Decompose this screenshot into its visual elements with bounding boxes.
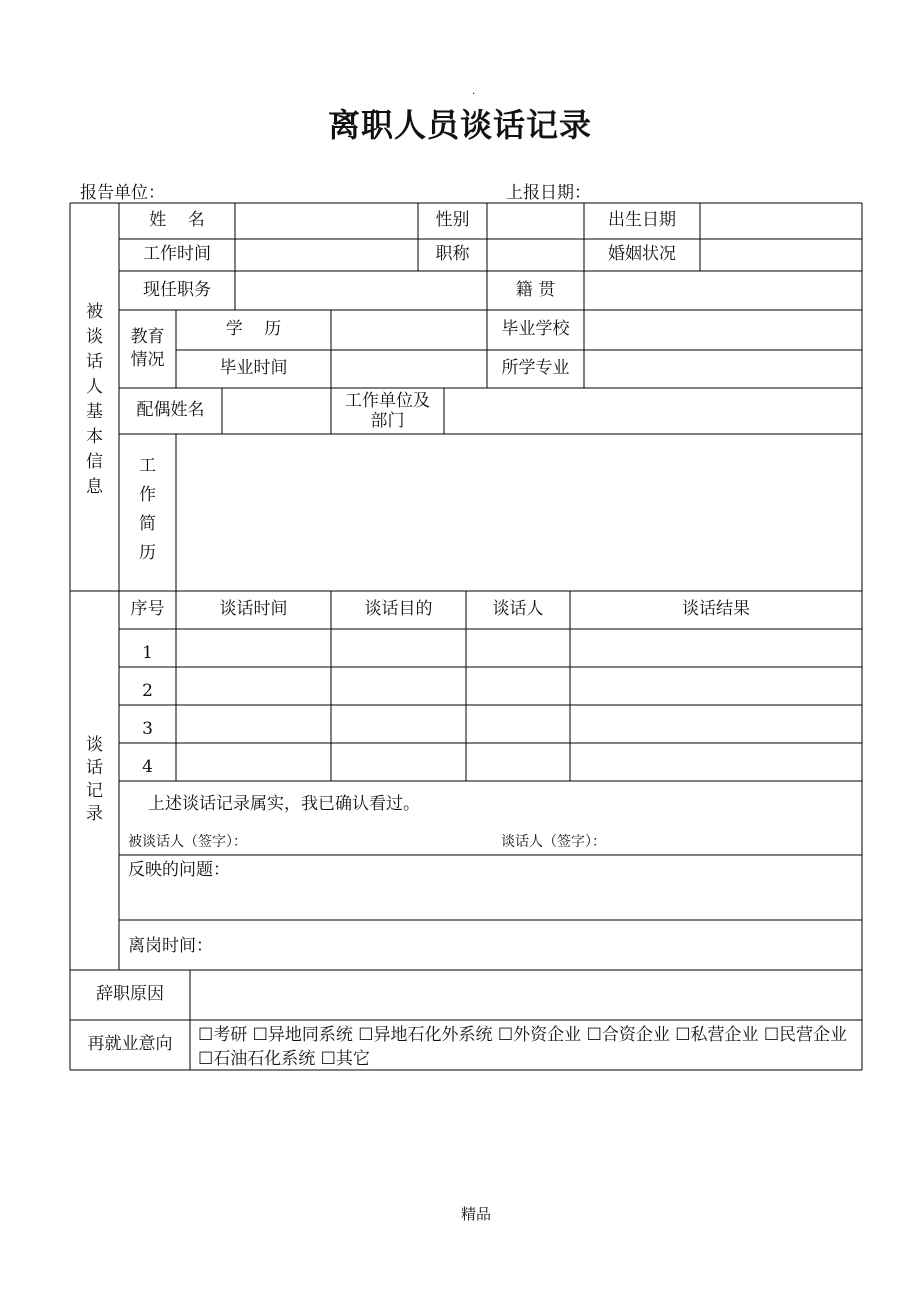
native-place-field[interactable] — [585, 272, 861, 309]
major-field[interactable] — [585, 351, 861, 387]
col-header-index: 序号 — [130, 599, 165, 620]
report-unit-label: 报告单位： — [80, 183, 165, 203]
issues-label: 反映的问题： — [128, 860, 230, 880]
birth-date-label: 出生日期 — [608, 210, 676, 231]
gender-field[interactable] — [488, 204, 583, 238]
grad-school-field[interactable] — [585, 311, 861, 349]
grad-school-label: 毕业学校 — [501, 319, 570, 340]
work-time-label: 工作时间 — [143, 244, 211, 265]
confirm-text: 上述谈话记录属实，我已确认看过。 — [148, 794, 420, 814]
col-header-result: 谈话结果 — [682, 599, 750, 620]
header-dot: . — [472, 86, 476, 97]
col-header-time: 谈话时间 — [219, 599, 288, 620]
name-field[interactable] — [236, 204, 417, 238]
education-label: 教育 情况 — [130, 327, 165, 370]
page-title: 离职人员谈话记录 — [327, 106, 592, 144]
basic-info-section-label: 被 谈 话 人 基 本 信 息 — [86, 302, 103, 497]
leave-time-label: 离岗时间： — [128, 936, 213, 956]
table-row-index: 2 — [142, 681, 153, 702]
marital-status-field[interactable] — [701, 240, 861, 270]
workplace-field[interactable] — [445, 389, 861, 433]
grad-time-label: 毕业时间 — [219, 358, 288, 379]
workplace-label: 工作单位及 部门 — [345, 390, 430, 431]
report-date-label: 上报日期： — [506, 183, 591, 203]
issues-field[interactable] — [120, 884, 861, 919]
interviewer-sign-label: 谈话人（签字）： — [501, 834, 606, 850]
reemployment-options[interactable]: ☐考研 ☐异地同系统 ☐异地石化外系统 ☐外资企业 ☐合资企业 ☐私营企业 ☐民营企业 ☐石油石化系统 ☐其它 — [198, 1025, 848, 1069]
native-place-label: 籍 贯 — [515, 279, 556, 300]
marital-status-label: 婚姻状况 — [608, 244, 676, 265]
table-row-index: 3 — [142, 719, 153, 740]
name-label: 姓 名 — [149, 210, 205, 231]
col-header-purpose: 谈话目的 — [364, 599, 433, 620]
resume-field[interactable] — [177, 435, 861, 590]
gender-label: 性别 — [435, 210, 470, 231]
reemployment-label: 再就业意向 — [87, 1034, 173, 1055]
birth-date-field[interactable] — [701, 204, 861, 238]
talk-records-section-label: 谈 话 记 录 — [86, 735, 103, 824]
resume-label: 工 作 简 历 — [139, 456, 156, 563]
table-row-index: 1 — [142, 643, 153, 664]
title-field[interactable] — [488, 240, 583, 270]
spouse-name-label: 配偶姓名 — [136, 400, 205, 421]
major-label: 所学专业 — [501, 358, 570, 379]
position-label: 现任职务 — [143, 279, 211, 300]
resignation-reason-label: 辞职原因 — [96, 984, 164, 1005]
talk-records-table-body[interactable] — [177, 630, 861, 780]
degree-label: 学 历 — [225, 319, 282, 340]
title-label: 职称 — [435, 244, 470, 265]
interviewee-sign-label: 被谈话人（签字）： — [128, 834, 247, 850]
degree-field[interactable] — [332, 311, 486, 349]
grad-time-field[interactable] — [332, 351, 486, 387]
work-time-field[interactable] — [236, 240, 417, 270]
footer-text: 精品 — [460, 1205, 491, 1223]
spouse-name-field[interactable] — [223, 389, 330, 433]
col-header-interviewer: 谈话人 — [492, 599, 544, 620]
resignation-reason-field[interactable] — [191, 971, 861, 1019]
table-row-index: 4 — [142, 757, 153, 778]
position-field[interactable] — [236, 272, 486, 309]
